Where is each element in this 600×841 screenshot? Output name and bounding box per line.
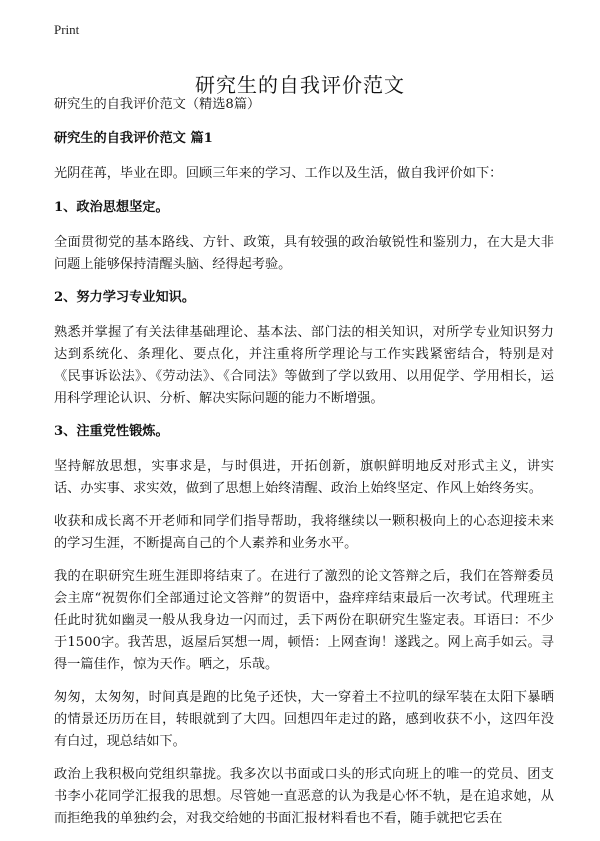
intro-paragraph: 光阴荏苒，毕业在即。回顾三年来的学习、工作以及生活，做自我评价如下： (54, 166, 503, 181)
section-heading-party: 3、注重党性锻炼。 (54, 424, 169, 439)
paragraph-growth: 收获和成长离不开老师和同学们指导帮助，我将继续以一颗积极向上的心态迎接未来的学习生涯，不断提高自己的个人素养和业务水平。 (54, 514, 554, 551)
paragraph-politics: 政治上我积极向党组织靠拢。我多次以书面或口头的形式向班上的唯一的党员、团支书李小花同学汇报我的思想。尽管她一直恶意的认为我是心怀不轨，是在追求她，从而拒绝我的单独约会，对我交给她的书面汇报材料看也不看，随手就把它丢在 (54, 767, 554, 826)
section-heading-study: 2、努力学习专业知识。 (54, 290, 196, 305)
document-subtitle: 研究生的自我评价范文（精选8篇） (54, 97, 261, 112)
section-body-study: 熟悉并掌握了有关法律基础理论、基本法、部门法的相关知识，对所学专业知识努力达到系统化、条理化、要点化，并注重将所学理论与工作实践紧密结合，特别是对《民事诉讼法》、《劳动法》、《合同法》等做到了学以致用、以用促学、学用相长，运用科学理论认识、分析、解决实际问题的能力不断增强。 (54, 325, 554, 406)
paragraph-graduation: 我的在职研究生班生涯即将结束了。在进行了激烈的论文答辩之后，我们在答辩委员会主席“祝贺你们全部通过论文答辩”的贺语中，盎痒痒结束最后一次考试。代理班主任此时犹如幽灵一般从我身边一闪而过，丢下两份在职研究生鉴定表。耳语曰：不少于1500字。我苦思，返屋后冥想一周，顿悟：上网查询！遂践之。网上高手如云。寻得一篇佳作，惊为天作。晒之，乐哉。 (54, 569, 554, 672)
document-body (54, 94, 554, 841)
section-body-party: 坚持解放思想，实事求是，与时俱进，开拓创新，旗帜鲜明地反对形式主义，讲实话、办实事、求实效，做到了思想上始终清醒、政治上始终坚定、作风上始终务实。 (54, 459, 554, 496)
document-title: 研究生的自我评价范文 (195, 73, 405, 98)
paragraph-time: 匆匆，太匆匆，时间真是跑的比兔子还快，大一穿着土不拉叽的绿军装在太阳下暴晒的情景还历历在目，转眼就到了大四。回想四年走过的路，感到收获不小，这四年没有白过，现总结如下。 (54, 690, 554, 749)
article-title: 研究生的自我评价范文 篇1 (54, 131, 213, 146)
print-label: Print (54, 22, 80, 37)
section-body-political: 全面贯彻党的基本路线、方针、政策，具有较强的政治敏锐性和鉴别力，在大是大非问题上能够保持清醒头脑、经得起考验。 (54, 235, 554, 272)
section-heading-political: 1、政治思想坚定。 (54, 200, 169, 215)
